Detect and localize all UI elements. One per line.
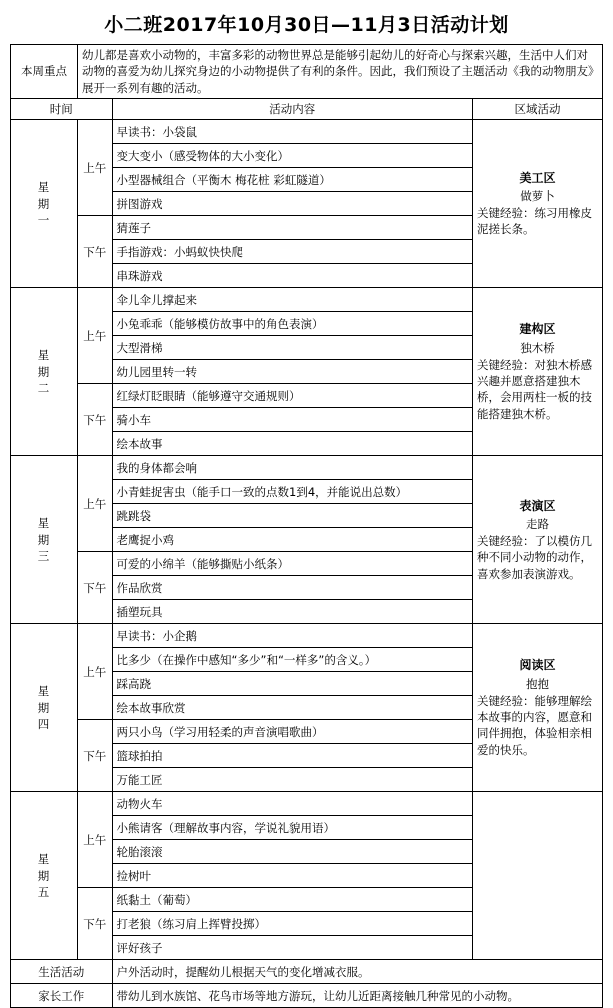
day-char: 三 (37, 548, 51, 563)
zone-cell-fri (473, 792, 603, 960)
zone-sub: 独木桥 (520, 340, 555, 355)
activity-item: 捡树叶 (112, 864, 472, 888)
day-char: 期 (37, 532, 51, 547)
day-char: 二 (37, 380, 51, 395)
focus-text: 幼儿都是喜欢小动物的，丰富多彩的动物世界总是能够引起幼儿的好奇心与探索兴趣，生活中人们对动物的喜爱为幼儿探究身边的小动物提供了有利的条件。因此，我们预设了主题活动《我的动物朋友》展开一系列有趣的活动。 (78, 45, 603, 99)
activity-item: 轮胎滚滚 (112, 840, 472, 864)
table-row (11, 624, 603, 648)
day-char: 星 (37, 852, 51, 867)
period-pm: 下午 (78, 888, 113, 960)
activity-item: 猜莲子 (112, 216, 472, 240)
day-label-thu (11, 624, 78, 792)
period-pm: 下午 (78, 384, 113, 456)
table-row (11, 456, 603, 480)
activity-item: 小青蛙捉害虫（能手口一致的点数1到4，并能说出总数） (112, 480, 472, 504)
period-am: 上午 (78, 456, 113, 552)
zone-key: 关键经验：了以模仿几种不同小动物的动作，喜欢参加表演游戏。 (477, 534, 592, 581)
zone-title: 建构区 (519, 322, 556, 337)
activity-item: 红绿灯眨眼睛（能够遵守交通规则） (112, 384, 472, 408)
zone-sub: 做萝卜 (520, 188, 555, 203)
day-label-mon (11, 120, 78, 288)
activity-item: 老鹰捉小鸡 (112, 528, 472, 552)
activity-item: 拼图游戏 (112, 192, 472, 216)
activity-item: 我的身体都会响 (112, 456, 472, 480)
activity-item: 两只小鸟（学习用轻柔的声音演唱歌曲） (112, 720, 472, 744)
day-char: 星 (37, 348, 51, 363)
period-am: 上午 (78, 120, 113, 216)
activity-item: 篮球拍拍 (112, 744, 472, 768)
zone-cell-tue (473, 288, 603, 456)
day-char: 星 (37, 180, 51, 195)
table-row (11, 792, 603, 816)
zone-cell-mon (473, 120, 603, 288)
activity-item: 骑小车 (112, 408, 472, 432)
activity-item: 早读书：小袋鼠 (112, 120, 472, 144)
activity-item: 绘本故事 (112, 432, 472, 456)
activity-item: 小熊请客（理解故事内容，学说礼貌用语） (112, 816, 472, 840)
zone-title: 美工区 (519, 170, 556, 185)
parent-label: 家长工作 (11, 984, 113, 1008)
zone-sub: 抱抱 (526, 676, 549, 691)
zone-key: 关键经验：能够理解绘本故事的内容，愿意和同伴拥抱，体验相亲相爱的快乐。 (477, 693, 592, 757)
header-content: 活动内容 (112, 98, 472, 119)
day-char: 期 (37, 868, 51, 883)
activity-item: 早读书：小企鹅 (112, 624, 472, 648)
activity-item: 大型滑梯 (112, 336, 472, 360)
day-label-wed (11, 456, 78, 624)
page-title: 小二班2017年10月30日—11月3日活动计划 (104, 14, 509, 36)
table-row-life (11, 960, 603, 984)
zone-sub: 走路 (526, 516, 549, 531)
table-row-focus (11, 45, 603, 99)
period-pm: 下午 (78, 552, 113, 624)
life-text: 户外活动时，提醒幼儿根据天气的变化增减衣服。 (112, 960, 602, 984)
activity-item: 小型器械组合（平衡木 梅花桩 彩虹隧道） (112, 168, 472, 192)
focus-label: 本周重点 (11, 45, 78, 99)
zone-cell-wed (473, 456, 603, 624)
activity-item: 伞儿伞儿撑起来 (112, 288, 472, 312)
activity-item: 幼儿园里转一转 (112, 360, 472, 384)
activity-item: 绘本故事欣赏 (112, 696, 472, 720)
day-label-fri (11, 792, 78, 960)
activity-item: 比多少（在操作中感知“多少”和“一样多”的含义。） (112, 648, 472, 672)
period-am: 上午 (78, 288, 113, 384)
day-label-tue (11, 288, 78, 456)
activity-item: 插塑玩具 (112, 600, 472, 624)
parent-text: 带幼儿到水族馆、花鸟市场等地方游玩，让幼儿近距离接触几种常见的小动物。 (112, 984, 602, 1008)
zone-key: 关键经验：对独木桥感兴趣并愿意搭建独木桥，会用两柱一板的技能搭建独木桥。 (477, 357, 592, 421)
period-pm: 下午 (78, 216, 113, 288)
zone-cell-thu (473, 624, 603, 792)
activity-item: 作品欣赏 (112, 576, 472, 600)
activity-item: 评好孩子 (112, 936, 472, 960)
header-zone: 区域活动 (473, 98, 603, 119)
day-char: 期 (37, 364, 51, 379)
activity-item: 纸黏土（葡萄） (112, 888, 472, 912)
day-char: 期 (37, 196, 51, 211)
zone-title: 阅读区 (519, 658, 556, 673)
activity-item: 可爱的小绵羊（能够撕贴小纸条） (112, 552, 472, 576)
activity-item: 动物火车 (112, 792, 472, 816)
zone-title: 表演区 (519, 498, 556, 513)
activity-item: 手指游戏：小蚂蚁快快爬 (112, 240, 472, 264)
day-char: 星 (37, 516, 51, 531)
table-row (11, 120, 603, 144)
activity-item: 万能工匠 (112, 768, 472, 792)
life-label: 生活活动 (11, 960, 113, 984)
period-am: 上午 (78, 624, 113, 720)
activity-item: 变大变小（感受物体的大小变化） (112, 144, 472, 168)
day-char: 五 (37, 884, 51, 899)
day-char: 星 (37, 684, 51, 699)
day-char: 一 (37, 212, 51, 227)
period-am: 上午 (78, 792, 113, 888)
weekly-plan-table (10, 44, 603, 1008)
table-row (11, 288, 603, 312)
table-row-parent (11, 984, 603, 1008)
activity-item: 打老狼（练习肩上挥臂投掷） (112, 912, 472, 936)
table-header-row (11, 98, 603, 119)
activity-item: 跳跳袋 (112, 504, 472, 528)
day-char: 期 (37, 700, 51, 715)
activity-item: 小兔乖乖（能够模仿故事中的角色表演） (112, 312, 472, 336)
activity-item: 踩高跷 (112, 672, 472, 696)
day-char: 四 (37, 716, 51, 731)
header-time: 时间 (11, 98, 113, 119)
activity-item: 串珠游戏 (112, 264, 472, 288)
period-pm: 下午 (78, 720, 113, 792)
zone-key: 关键经验：练习用橡皮泥搓长条。 (477, 206, 592, 237)
